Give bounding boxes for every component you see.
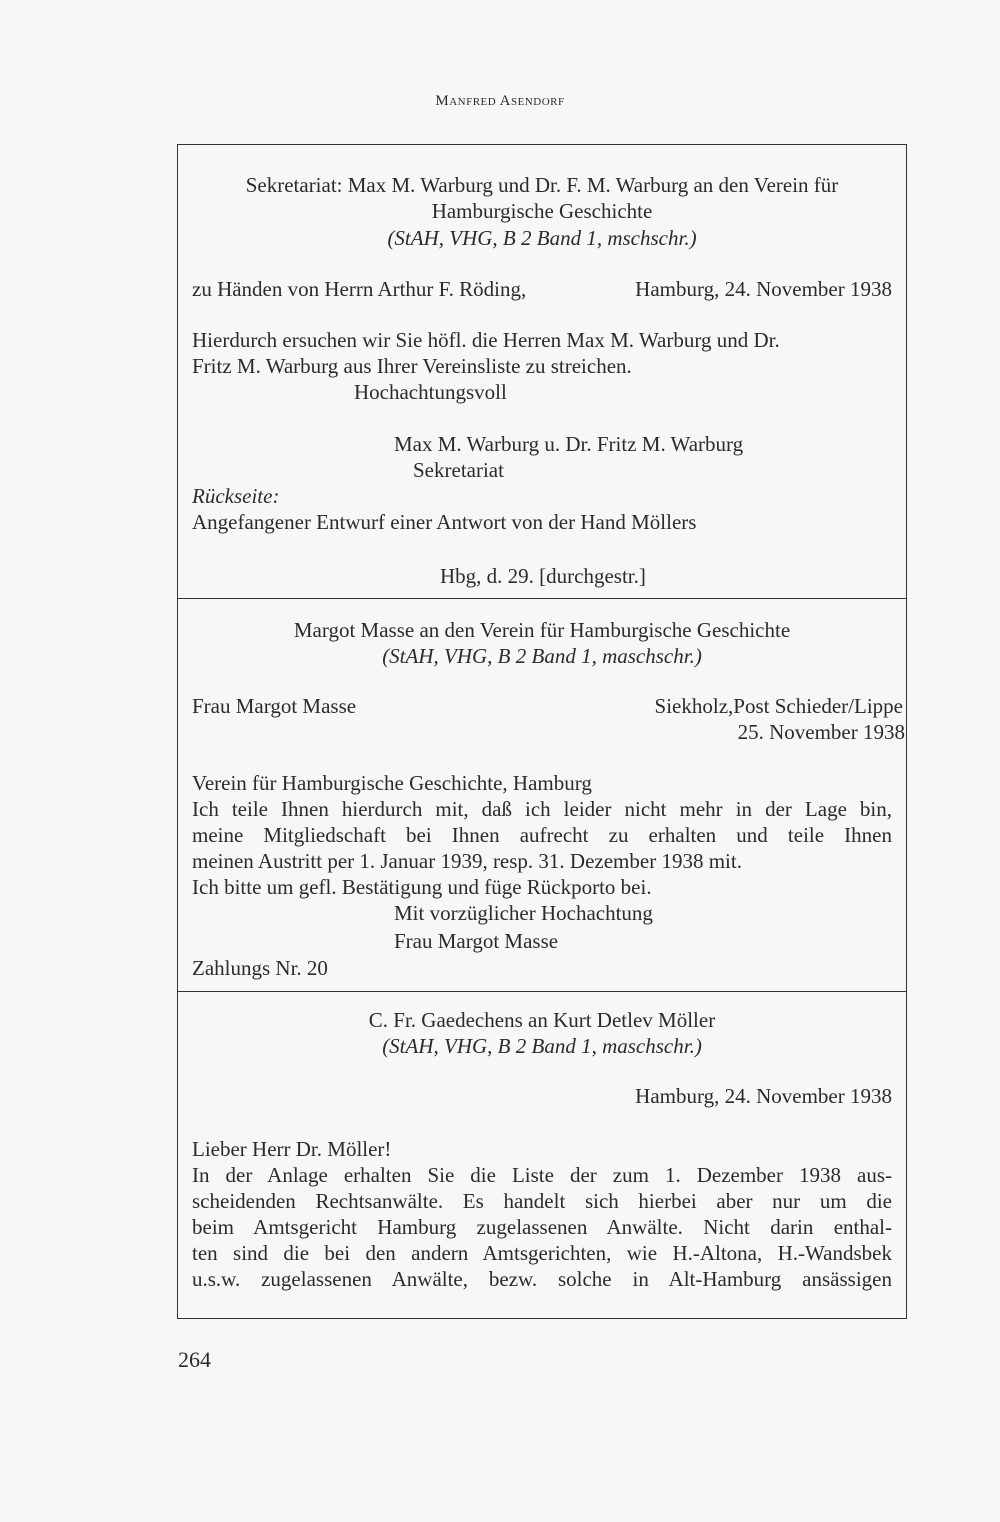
body-line: meine Mitgliedschaft bei Ihnen aufrecht zu erhalten und teile Ihnen (192, 823, 892, 847)
running-header: Manfred Asendorf (435, 93, 565, 109)
reverse-text: Angefangener Entwurf einer Antwort von der Hand Möllers (192, 510, 697, 534)
source-citation: (StAH, VHG, B 2 Band 1, mschschr.) (387, 226, 697, 250)
body-line: Fritz M. Warburg aus Ihrer Vereinsliste zu streichen. (192, 354, 632, 378)
closing: Hochachtungsvoll (354, 380, 507, 404)
source-citation: (StAH, VHG, B 2 Band 1, maschschr.) (382, 1034, 702, 1058)
body-line: Ich bitte um gefl. Bestätigung und füge Rückporto bei. (192, 875, 652, 899)
section-title: Margot Masse an den Verein für Hamburgische Geschichte (293, 618, 791, 642)
body-line: Hierdurch ersuchen wir Sie höfl. die Herren Max M. Warburg und Dr. (192, 328, 780, 352)
body-line: In der Anlage erhalten Sie die Liste der zum 1. Dezember 1938 aus- (192, 1163, 892, 1187)
salutation: Lieber Herr Dr. Möller! (192, 1137, 392, 1161)
section-title: C. Fr. Gaedechens an Kurt Detlev Möller (368, 1008, 716, 1032)
reverse-draft: Hbg, d. 29. [durchgestr.] (440, 564, 646, 588)
body-line: Ich teile Ihnen hierdurch mit, daß ich leider nicht mehr in der Lage bin, (192, 797, 892, 821)
page-number: 264 (178, 1347, 211, 1372)
sender-place: Siekholz,Post Schieder/Lippe (654, 694, 903, 718)
letter-date: Hamburg, 24. November 1938 (635, 277, 892, 301)
reverse-label: Rückseite: (192, 484, 280, 508)
section-title: Sekretariat: Max M. Warburg und Dr. F. M. Warburg an den Verein für (245, 173, 839, 197)
section-title: Hamburgische Geschichte (431, 199, 653, 223)
body-line: meinen Austritt per 1. Januar 1939, resp. 31. Dezember 1938 mit. (192, 849, 742, 873)
body-line: u.s.w. zugelassenen Anwälte, bezw. solche in Alt-Hamburg ansässigen (192, 1267, 892, 1291)
source-citation: (StAH, VHG, B 2 Band 1, maschschr.) (382, 644, 702, 668)
sender-name: Frau Margot Masse (192, 694, 357, 718)
letter-date: 25. November 1938 (737, 720, 905, 744)
section-divider (177, 991, 907, 992)
address-line: zu Händen von Herrn Arthur F. Röding, (192, 277, 527, 301)
closing: Mit vorzüglicher Hochachtung (394, 901, 653, 925)
body-line: ten sind die bei den andern Amtsgerichten, wie H.-Altona, H.-Wandsbek (192, 1241, 892, 1265)
signature: Frau Margot Masse (394, 929, 559, 953)
signature: Sekretariat (413, 458, 504, 482)
section-divider (177, 598, 907, 599)
signature: Max M. Warburg u. Dr. Fritz M. Warburg (394, 432, 744, 456)
letter-date: Hamburg, 24. November 1938 (635, 1084, 892, 1108)
recipient: Verein für Hamburgische Geschichte, Hamburg (192, 771, 592, 795)
body-line: scheidenden Rechtsanwälte. Es handelt sich hierbei aber nur um die (192, 1189, 892, 1213)
payment-number: Zahlungs Nr. 20 (192, 956, 328, 980)
body-line: beim Amtsgericht Hamburg zugelassenen Anwälte. Nicht darin enthal- (192, 1215, 892, 1239)
